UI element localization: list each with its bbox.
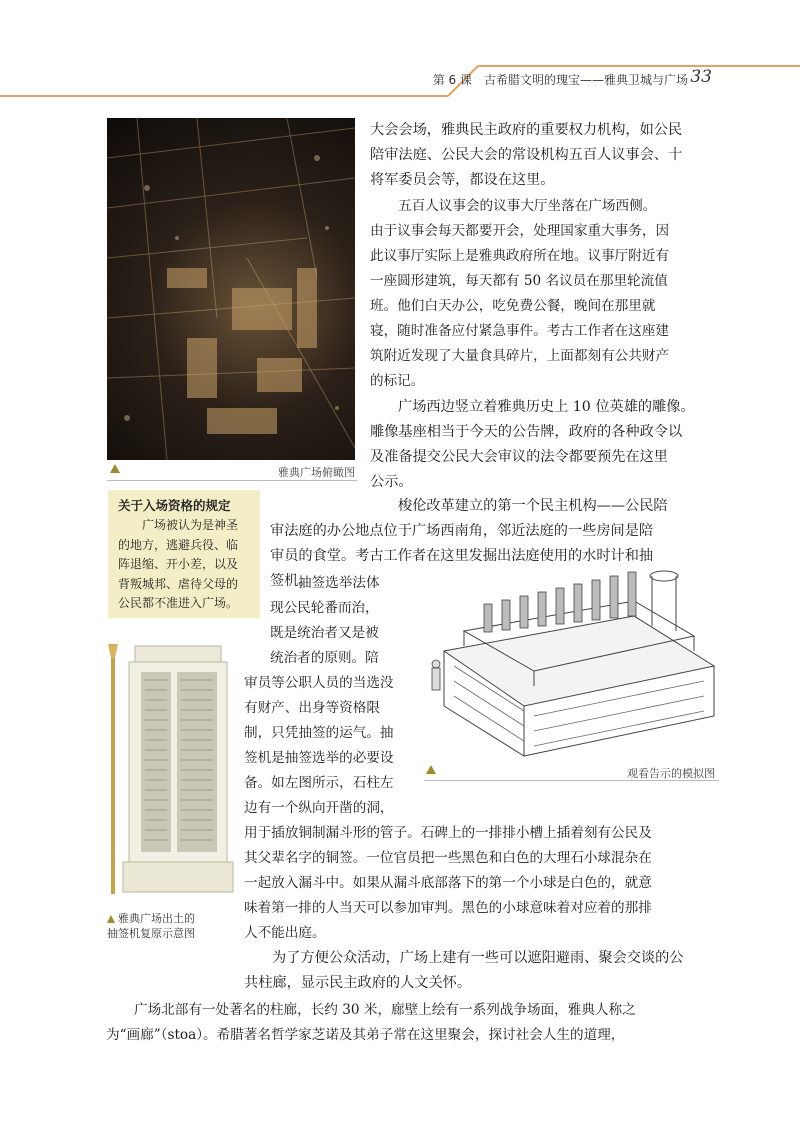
paragraph-line: 及准备提交公民大会审议的法令都要预先在这里 xyxy=(370,449,668,465)
sidebar-line: 背叛城邦、虐待父母的 xyxy=(118,576,239,591)
paragraph-line: 一座圆形建筑，每天都有 50 名议员在那里轮流值 xyxy=(370,273,668,289)
page-number: 33 xyxy=(690,67,712,87)
aerial-caption-row xyxy=(107,460,357,481)
aerial-caption: 雅典广场俯瞰图 xyxy=(278,466,355,479)
paragraph-line: 统治者的原则。陪 xyxy=(270,650,379,666)
sidebar-line: 阵退缩、开小差，以及 xyxy=(118,557,239,572)
paragraph-line: 梭伦改革建立的第一个民主机构——公民陪 xyxy=(398,498,668,514)
sidebar-line: 公民都不准进入广场。 xyxy=(118,596,239,611)
paragraph-line: 既是统治者又是被 xyxy=(270,625,379,641)
paragraph-line: 为“画廊”（stoa）。希腊著名哲学家芝诺及其弟子常在这里聚会，探讨社会人生的道理， xyxy=(106,1027,625,1043)
paragraph-line: 人不能出庭。 xyxy=(244,925,326,941)
paragraph-line: 审员等公职人员的当选没 xyxy=(244,675,394,691)
paragraph-line: 制，只凭抽签的运气。抽 xyxy=(244,725,394,741)
paragraph-line: 广场西边竖立着雅典历史上 10 位英雄的雕像。 xyxy=(398,399,695,415)
paragraph-line: 公示。 xyxy=(370,474,413,490)
paragraph-line: 为了方便公众活动，广场上建有一些可以遮阳避雨、聚会交谈的公 xyxy=(272,950,684,966)
paragraph-line: 备。如左图所示，石柱左 xyxy=(244,775,394,791)
paragraph-line: 筑附近发现了大量食具碎片，上面都刻有公共财产 xyxy=(370,348,670,364)
paragraph-line: 边有一个纵向开凿的洞， xyxy=(244,800,394,816)
paragraph-line: 将军委员会等，都设在这里。 xyxy=(370,172,555,188)
sidebar-box xyxy=(108,490,260,618)
monument-caption-row xyxy=(424,762,719,781)
paragraph-line: 由于议事会每天都要开会，处理国家重大事务，因 xyxy=(370,223,670,239)
paragraph-line: 一起放入漏斗中。如果从漏斗底部落下的第一个小球是白色的，就意 xyxy=(244,875,652,891)
stele-caption xyxy=(107,911,219,941)
paragraph-line: 五百人议事会的议事大厅坐落在广场西侧。 xyxy=(398,198,657,214)
paragraph-line: 审员的食堂。考古工作者在这里发掘出法庭使用的水时计和抽 xyxy=(270,548,654,564)
paragraph-line: 有财产、出身等资格限 xyxy=(244,700,380,716)
kleroterion-illustration xyxy=(105,638,235,900)
paragraph-line: 寝，随时准备应付紧急事件。考古工作者在这座建 xyxy=(370,323,670,339)
paragraph-line: 审法庭的办公地点位于广场西南角，邻近法庭的一些房间是陪 xyxy=(270,523,654,539)
paragraph-line: 抽签选举法体 xyxy=(298,575,380,591)
stele-caption-line: 雅典广场出土的 xyxy=(118,912,195,925)
paragraph-line: 签机。 xyxy=(270,573,313,589)
caption-marker-icon xyxy=(107,915,115,923)
paragraph-line: 现公民轮番而治， xyxy=(270,600,379,616)
paragraph-line: 班。他们白天办公，吃免费公餐，晚间在那里就 xyxy=(370,298,656,314)
monument-caption: 观看告示的模拟图 xyxy=(627,767,715,780)
paragraph-line: 雕像基座相当于今天的公告牌，政府的各种政令以 xyxy=(370,424,683,440)
monument-illustration xyxy=(424,556,719,761)
chapter-title: 第 6 课 古希腊文明的瑰宝——雅典卫城与广场 xyxy=(432,73,688,87)
sidebar-title: 关于入场资格的规定 xyxy=(118,498,231,513)
paragraph-line: 签机是抽签选举的必要设 xyxy=(244,750,394,766)
sidebar-line: 广场被认为是神圣 xyxy=(142,518,239,532)
stele-caption-line: 抽签机复原示意图 xyxy=(107,927,195,940)
paragraph-line: 味着第一排的人当天可以参加审判。黑色的小球意味着对应着的那排 xyxy=(244,900,652,916)
paragraph-line: 此议事厅实际上是雅典政府所在地。议事厅附近有 xyxy=(370,248,670,264)
paragraph-line: 大会会场，雅典民主政府的重要权力机构，如公民 xyxy=(370,122,683,138)
sidebar-line: 的地方，逃避兵役、临 xyxy=(118,537,239,552)
paragraph-line: 其父辈名字的铜签。一位官员把一些黑色和白色的大理石小球混杂在 xyxy=(244,850,652,866)
paragraph-line: 陪审法庭、公民大会的常设机构五百人议事会、十 xyxy=(370,147,683,163)
paragraph-line: 广场北部有一处著名的柱廊，长约 30 米，廊壁上绘有一系列战争场面，雅典人称之 xyxy=(134,1002,636,1018)
caption-marker-icon xyxy=(110,464,120,473)
paragraph-line: 用于插放铜制漏斗形的管子。石碑上的一排排小槽上插着刻有公民及 xyxy=(244,825,652,841)
paragraph-line: 的标记。 xyxy=(370,373,425,389)
caption-marker-icon xyxy=(426,765,436,774)
aerial-photo xyxy=(107,118,355,460)
paragraph-line: 共柱廊，显示民主政府的人文关怀。 xyxy=(244,975,472,991)
